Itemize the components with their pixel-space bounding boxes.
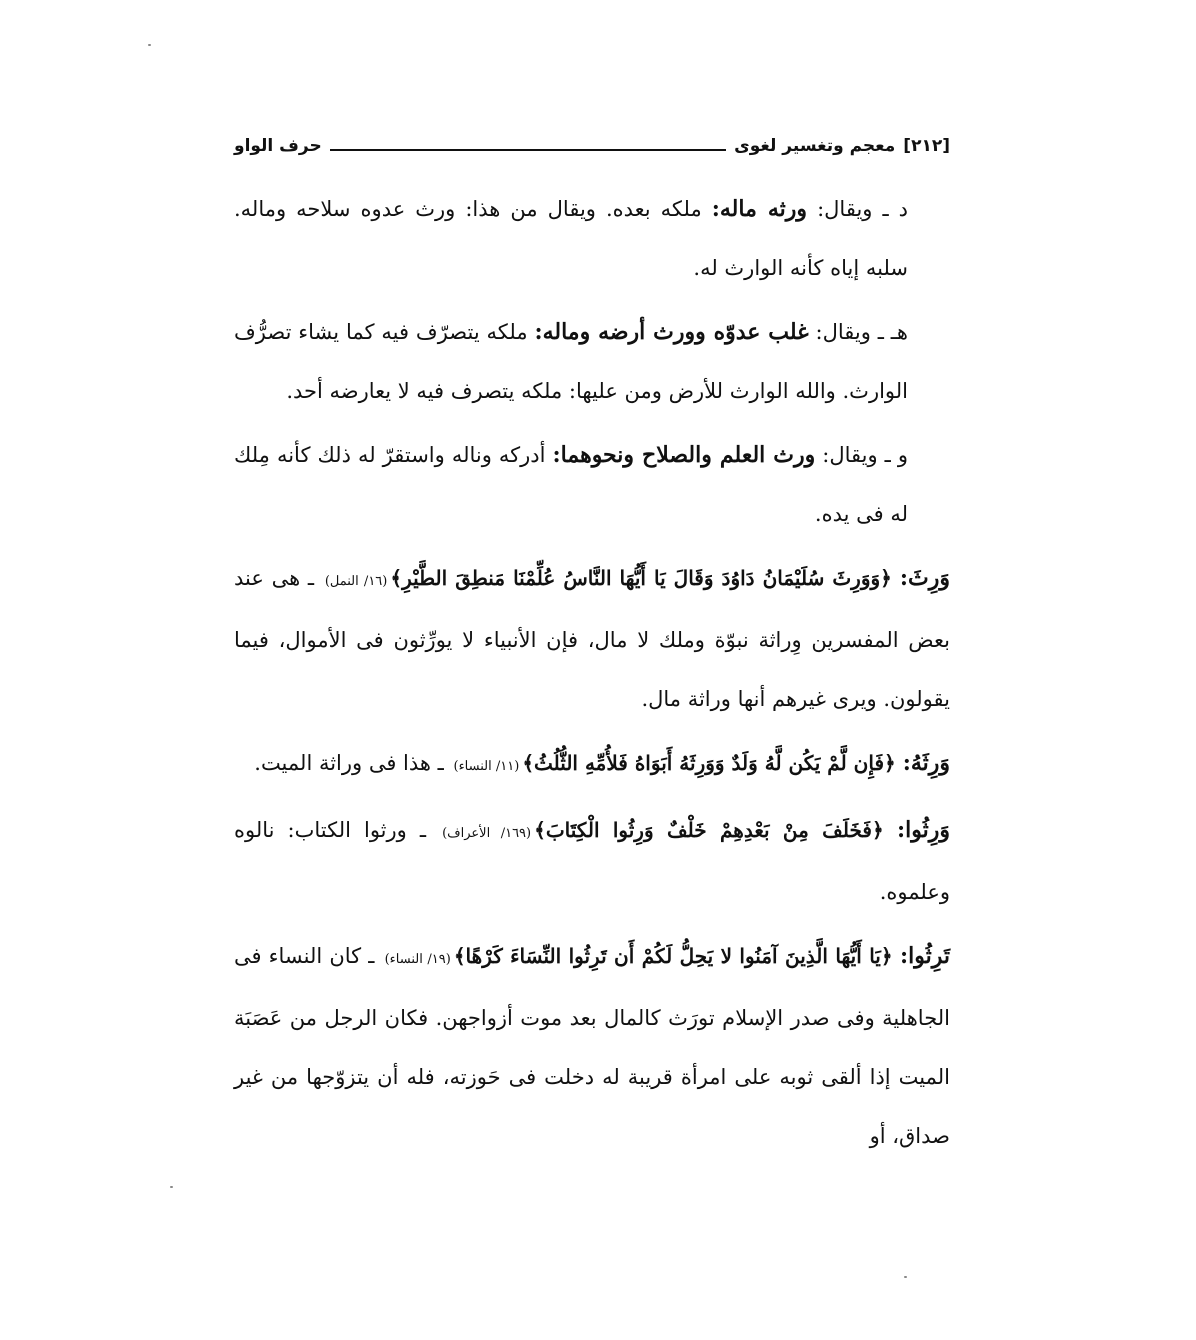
entry-warithahu	[234, 734, 950, 796]
paragraph-prefix: د ـ ويقال:	[807, 197, 908, 221]
quran-verse: ﴿فَخَلَفَ مِنْ بَعْدِهِمْ خَلْفٌ وَرِثُوا الْكِتَابَ﴾	[534, 818, 898, 842]
entry-headword: تَرِثُوا:	[900, 943, 950, 969]
entry-headword: وَرِثَ:	[899, 565, 950, 591]
quran-verse: ﴿فَإِن لَّمْ يَكُن لَّهُ وَلَدٌ وَوَرِثَهُ أَبَوَاهُ فَلأُمِّهِ الثُّلُثُ﴾	[522, 751, 903, 775]
entry-warith	[234, 549, 950, 729]
paragraph-prefix: هـ ـ ويقال:	[808, 320, 908, 344]
chapter-title: حرف الواو	[234, 136, 322, 156]
verse-reference: (١٦٩/ الأعراف)	[442, 826, 532, 841]
paragraph-dal	[234, 180, 950, 298]
entry-warithu	[234, 801, 950, 922]
entry-headword: وَرِثَهُ:	[902, 750, 950, 776]
page-number: [٢١٢]	[903, 136, 950, 156]
entry-text: ـ هذا فى وراثة الميت.	[254, 751, 451, 775]
scan-speck	[148, 44, 151, 46]
paragraph-lead: ورث العلم والصلاح ونحوهما:	[552, 442, 816, 468]
entry-text: ـ كان النساء فى الجاهلية وفى صدر الإسلام تورَث كالمال بعد موت أزواجهن. فكان الرجل من عَصَبَة الميت إذا ألقى ثوبه على امرأة قريبة له دخلت فى حَوزته، فله أن يتزوّجها من غير صداق، أو	[234, 944, 950, 1148]
paragraph-lead: ورثه ماله:	[711, 196, 808, 222]
paragraph-prefix: و ـ ويقال:	[815, 443, 909, 467]
entry-text: ـ ورثوا الكتاب: نالوه وعلموه.	[234, 818, 950, 904]
scan-speck	[904, 1276, 907, 1278]
running-header	[234, 130, 950, 162]
paragraph-waw	[234, 426, 950, 544]
entry-tarithu	[234, 927, 950, 1166]
body-text	[234, 180, 950, 1171]
verse-reference: (١١/ النساء)	[453, 759, 520, 774]
quran-verse: ﴿يَا أَيُّهَا الَّذِينَ آمَنُوا لا يَحِلُّ لَكُمْ أَن تَرِثُوا النِّسَاءَ كَرْهًا﴾	[453, 944, 900, 968]
paragraph-text: ملكه يتصرّف فيه كما يشاء تصرُّف الوارث. والله الوارث للأرض ومن عليها: ملكه يتصرف فيه لا يعارضه أحد.	[234, 320, 908, 403]
paragraph-text: أدركه وناله واستقرّ له ذلك كأنه مِلك له فى يده.	[234, 443, 908, 526]
paragraph-lead: غلب عدوّه وورث أرضه وماله:	[534, 319, 809, 345]
paragraph-text: ملكه بعده. ويقال من هذا: ورث عدوه سلاحه وماله. سلبه إياه كأنه الوارث له.	[234, 197, 908, 280]
quran-verse: ﴿وَوَرِثَ سُلَيْمَانُ دَاوُدَ وَقَالَ يَا أَيُّهَا النَّاسُ عُلِّمْنَا مَنطِقَ الطَّيْرِ﴾	[390, 566, 900, 590]
verse-reference: (١٦/ النمل)	[324, 574, 388, 589]
book-title: معجم وتغسير لغوى	[734, 136, 896, 156]
entry-text: ـ هى عند بعض المفسرين وِراثة نبوّة وملك لا مال، فإن الأنبياء لا يورِّثون فى الأموال، فيما يقولون. ويرى غيرهم أنها وراثة مال.	[234, 566, 950, 711]
paragraph-ha	[234, 303, 950, 421]
scan-speck	[170, 1186, 173, 1188]
header-rule	[330, 149, 726, 151]
verse-reference: (١٩/ النساء)	[384, 952, 451, 967]
entry-headword: وَرِثُوا:	[897, 817, 950, 843]
